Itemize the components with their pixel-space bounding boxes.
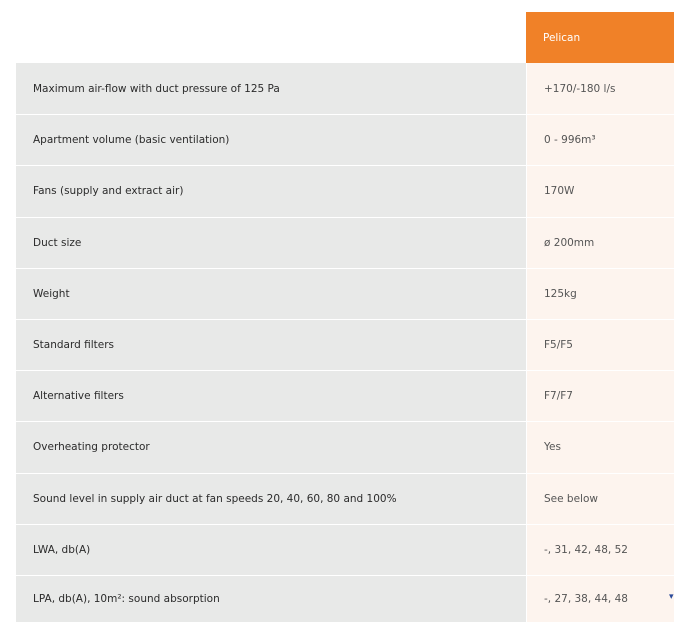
row-label: Apartment volume (basic ventilation): [16, 115, 526, 165]
row-label: Fans (supply and extract air): [16, 166, 526, 216]
table-row: [16, 217, 674, 268]
row-value: +170/-180 l/s: [526, 63, 674, 114]
row-value: F7/F7: [526, 371, 674, 421]
table-row: [16, 63, 674, 114]
row-value: -, 31, 42, 48, 52: [526, 525, 674, 575]
row-label: Alternative filters: [16, 371, 526, 421]
table-row: [16, 268, 674, 319]
header-spacer: [16, 12, 526, 63]
row-value: See below: [526, 474, 674, 524]
row-label: LWA, db(A): [16, 525, 526, 575]
row-label: Overheating protector: [16, 422, 526, 472]
column-header-pelican: Pelican: [526, 12, 674, 63]
row-value: 125kg: [526, 269, 674, 319]
table-row: [16, 421, 674, 472]
table-header-row: [16, 12, 674, 63]
row-label: Sound level in supply air duct at fan speeds 20, 40, 60, 80 and 100%: [16, 474, 526, 524]
scroll-down-icon[interactable]: ▾: [669, 592, 674, 602]
table-row: [16, 319, 674, 370]
spec-table: [16, 12, 674, 622]
row-value: F5/F5: [526, 320, 674, 370]
row-label: Maximum air-flow with duct pressure of 125 Pa: [16, 63, 526, 114]
table-row: [16, 473, 674, 524]
row-value: Yes: [526, 422, 674, 472]
row-value: ø 200mm: [526, 218, 674, 268]
table-row: [16, 524, 674, 575]
row-label: LPA, db(A), 10m²: sound absorption: [16, 576, 526, 622]
table-row: [16, 370, 674, 421]
table-row: [16, 575, 674, 622]
row-label: Standard filters: [16, 320, 526, 370]
table-row: [16, 114, 674, 165]
row-label: Weight: [16, 269, 526, 319]
row-label: Duct size: [16, 218, 526, 268]
row-value: 170W: [526, 166, 674, 216]
table-row: [16, 165, 674, 216]
row-value: -, 27, 38, 44, 48: [526, 576, 674, 622]
row-value: 0 - 996m³: [526, 115, 674, 165]
